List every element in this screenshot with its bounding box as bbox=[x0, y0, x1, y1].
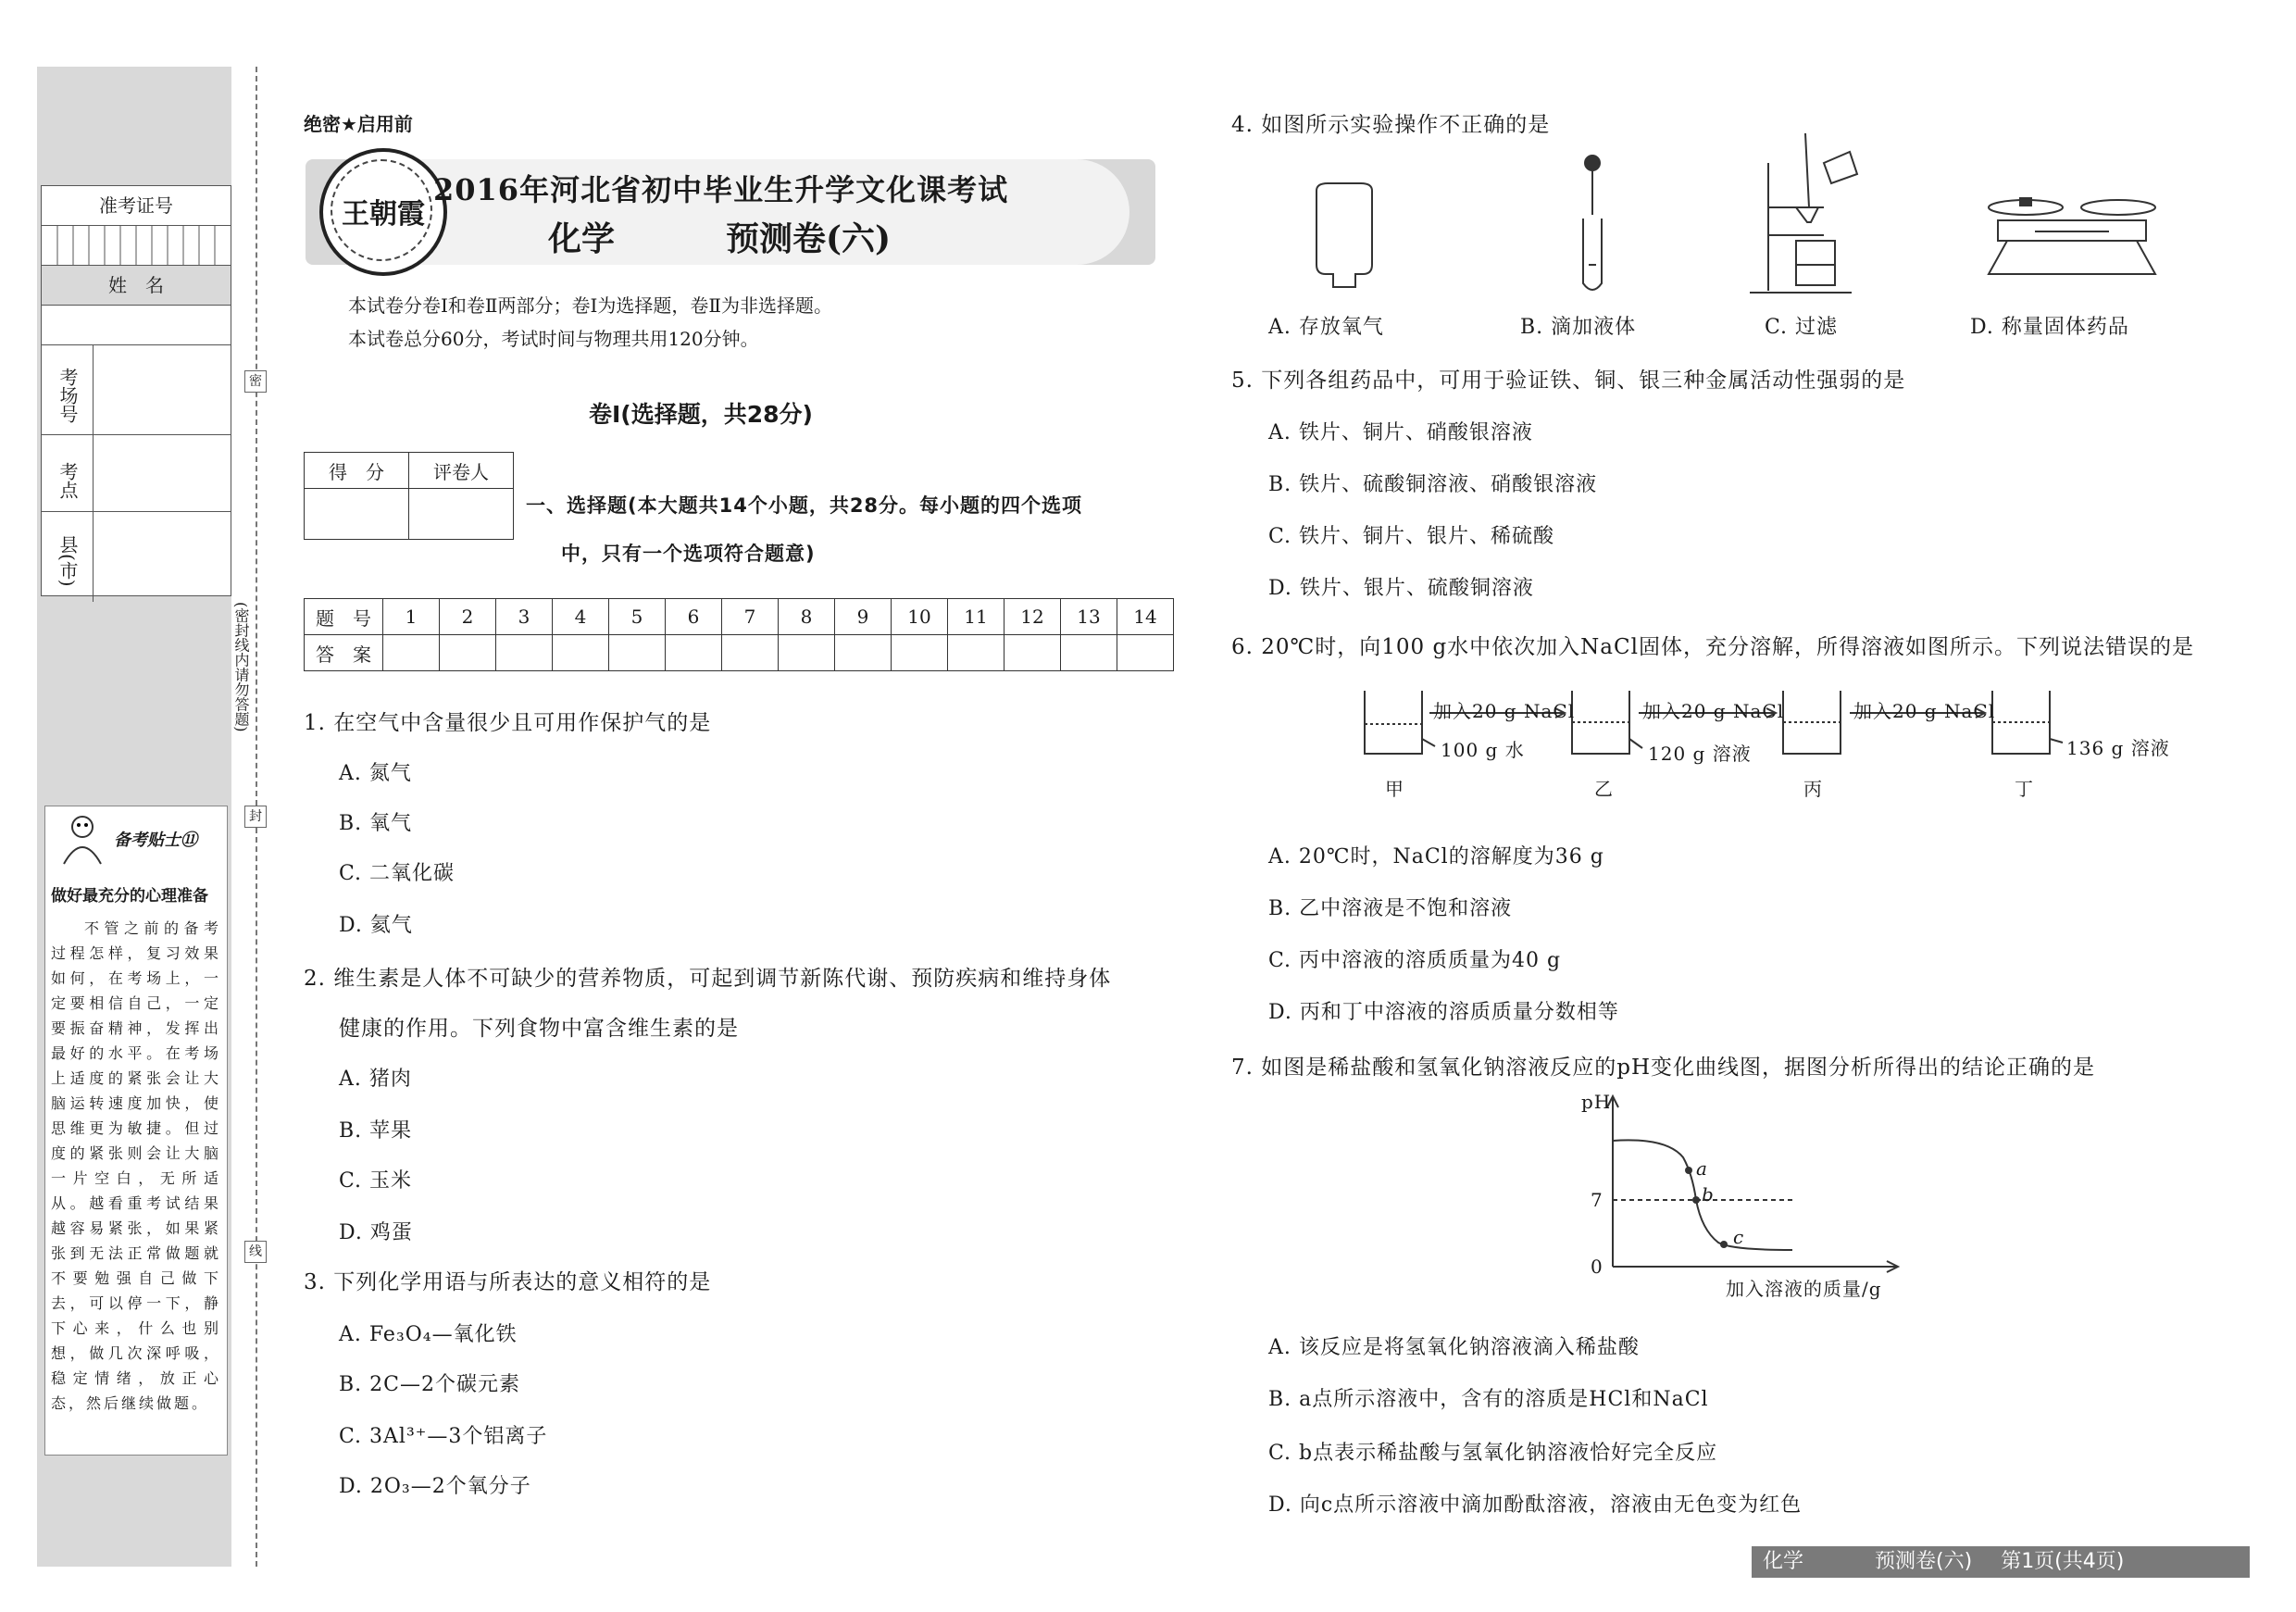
answer-cell[interactable] bbox=[383, 635, 440, 671]
q6-label-120: 120 g 溶液 bbox=[1648, 743, 1752, 765]
q3-option-c: C. 3Al³⁺—3个铝离子 bbox=[339, 1425, 548, 1448]
q4-figures-left bbox=[1305, 126, 1546, 404]
balance-figure bbox=[1979, 181, 2165, 283]
point-a bbox=[1685, 1167, 1692, 1174]
q7-point-b-label: b bbox=[1702, 1183, 1715, 1206]
tips-body: 不管之前的备考过程怎样，复习效果如何，在考场上，一定要相信自己，一定要振奋精神，发挥出最好的水平。在考场上适度的紧张会让大脑运转速度加快，使思维更为敏捷。但过度的紧张则会让大脑一片空白，无所适从。越看重考试结果越容易紧张，如果紧张到无法正常做题就不要勉强自己做下去，可以停一下，静下心来，什么也别想，做几次深呼吸，稳定情绪，放正心态，然后继续做题。 bbox=[51, 919, 221, 1412]
intro-line-2: 本试卷总分60分，考试时间与物理共用120分钟。 bbox=[348, 328, 759, 350]
q6-add-label-2: 加入20 g NaCl bbox=[1642, 700, 1785, 722]
dropper-figure bbox=[1555, 126, 1629, 302]
question-no-5: 5 bbox=[609, 599, 666, 635]
q6-beaker-jia: 甲 bbox=[1385, 778, 1404, 800]
answer-cell[interactable] bbox=[948, 635, 1004, 671]
question-no-8: 8 bbox=[779, 599, 835, 635]
answer-cell[interactable] bbox=[1061, 635, 1117, 671]
q6-beaker-bing: 丙 bbox=[1803, 778, 1823, 800]
answer-cell[interactable] bbox=[553, 635, 609, 671]
q2-option-c: C. 玉米 bbox=[339, 1169, 413, 1193]
q3-option-b: B. 2C—2个碳元素 bbox=[339, 1373, 520, 1396]
section-instruction-2: 中，只有一个选项符合题意) bbox=[561, 543, 816, 565]
q3-option-a: A. Fe₃O₄—氧化铁 bbox=[339, 1323, 518, 1346]
exam-title: 2016年河北省初中毕业生升学文化课考试 bbox=[433, 172, 1009, 207]
score-label: 得 分 bbox=[305, 453, 409, 489]
q4-option-a: A. 存放氧气 bbox=[1268, 316, 1384, 339]
footer-paper: 预测卷(六) bbox=[1875, 1550, 1973, 1573]
paper-title: 预测卷(六) bbox=[726, 219, 892, 258]
score-box bbox=[304, 452, 514, 540]
point-b bbox=[1692, 1196, 1700, 1204]
q2-stem-2: 健康的作用。下列食物中富含维生素的是 bbox=[339, 1017, 739, 1041]
candidate-info-card bbox=[41, 185, 231, 596]
question-no-11: 11 bbox=[948, 599, 1004, 635]
q6-add-label-1: 加入20 g NaCl bbox=[1433, 700, 1576, 722]
exam-site-row[interactable] bbox=[42, 435, 231, 512]
grader-field[interactable] bbox=[409, 489, 514, 540]
score-field[interactable] bbox=[305, 489, 409, 540]
answer-cell[interactable] bbox=[779, 635, 835, 671]
seal-mi: 密 bbox=[244, 370, 267, 393]
q2-option-b: B. 苹果 bbox=[339, 1119, 413, 1143]
footer-page: 第1页(共4页) bbox=[2001, 1550, 2125, 1573]
question-no-10: 10 bbox=[892, 599, 948, 635]
question-no-7: 7 bbox=[722, 599, 779, 635]
q7-option-a: A. 该反应是将氢氧化钠溶液滴入稀盐酸 bbox=[1268, 1336, 1640, 1359]
answer-table-answer-row bbox=[305, 635, 1174, 671]
answer-table bbox=[304, 598, 1174, 671]
q6-option-b: B. 乙中溶液是不饱和溶液 bbox=[1268, 897, 1513, 920]
q7-point-a-label: a bbox=[1696, 1157, 1708, 1180]
q5-option-a: A. 铁片、铜片、硝酸银溶液 bbox=[1268, 421, 1533, 444]
footer-subject: 化学 bbox=[1763, 1550, 1804, 1573]
q4-stem: 4. 如图所示实验操作不正确的是 bbox=[1231, 113, 1551, 137]
intro-line-1: 本试卷分卷Ⅰ和卷Ⅱ两部分；卷Ⅰ为选择题，卷Ⅱ为非选择题。 bbox=[348, 294, 832, 317]
county-label: 县(市) bbox=[42, 512, 94, 602]
answer-table-header-row bbox=[305, 599, 1174, 635]
q7-x-label: 加入溶液的质量/g bbox=[1726, 1278, 1882, 1300]
tips-title: 做好最充分的心理准备 bbox=[51, 887, 208, 906]
q4-option-c: C. 过滤 bbox=[1765, 316, 1839, 339]
section-title: 卷Ⅰ(选择题，共28分) bbox=[589, 401, 813, 428]
question-no-label: 题 号 bbox=[305, 599, 383, 635]
q5-option-c: C. 铁片、铜片、银片、稀硫酸 bbox=[1268, 525, 1555, 548]
answer-cell[interactable] bbox=[1117, 635, 1174, 671]
answer-cell[interactable] bbox=[722, 635, 779, 671]
q7-tick-7: 7 bbox=[1591, 1189, 1603, 1211]
q6-label-water: 100 g 水 bbox=[1441, 739, 1525, 761]
q7-stem: 7. 如图是稀盐酸和氢氧化钠溶液反应的pH变化曲线图，据图分析所得出的结论正确的是 bbox=[1231, 1056, 2096, 1080]
question-no-2: 2 bbox=[440, 599, 496, 635]
question-no-6: 6 bbox=[666, 599, 722, 635]
answer-cell[interactable] bbox=[892, 635, 948, 671]
q6-option-a: A. 20℃时，NaCl的溶解度为36 g bbox=[1268, 845, 1604, 868]
answer-label: 答 案 bbox=[305, 635, 383, 671]
grader-label: 评卷人 bbox=[409, 453, 514, 489]
exam-room-label: 考场号 bbox=[42, 345, 94, 440]
q7-ph-graph bbox=[1574, 1091, 1907, 1276]
exam-no-boxes[interactable] bbox=[42, 226, 231, 266]
q1-stem: 1. 在空气中含量很少且可用作保护气的是 bbox=[304, 711, 712, 735]
answer-cell[interactable] bbox=[496, 635, 553, 671]
section-instruction-1: 一、选择题(本大题共14个小题，共28分。每小题的四个选项 bbox=[526, 494, 1083, 517]
exam-room-row[interactable] bbox=[42, 345, 231, 435]
seal-xian: 线 bbox=[244, 1241, 267, 1263]
tips-box bbox=[44, 806, 228, 1456]
q6-add-label-3: 加入20 g NaCl bbox=[1853, 700, 1996, 722]
q6-option-c: C. 丙中溶液的溶质质量为40 g bbox=[1268, 949, 1562, 972]
q7-option-d: D. 向c点所示溶液中滴加酚酞溶液，溶液由无色变为红色 bbox=[1268, 1493, 1803, 1517]
q7-y-label: pH bbox=[1581, 1091, 1612, 1113]
q4-option-d: D. 称量固体药品 bbox=[1970, 316, 2129, 339]
q6-option-d: D. 丙和丁中溶液的溶质质量分数相等 bbox=[1268, 1001, 1619, 1024]
exam-site-label: 考点 bbox=[42, 435, 94, 519]
point-c bbox=[1720, 1241, 1728, 1248]
question-no-12: 12 bbox=[1004, 599, 1061, 635]
q2-option-d: D. 鸡蛋 bbox=[339, 1221, 413, 1244]
seal-feng: 封 bbox=[244, 806, 267, 828]
question-no-13: 13 bbox=[1061, 599, 1117, 635]
name-label: 姓 名 bbox=[42, 266, 231, 306]
answer-cell[interactable] bbox=[609, 635, 666, 671]
answer-cell[interactable] bbox=[1004, 635, 1061, 671]
exam-no-grid bbox=[42, 226, 231, 265]
q7-point-c-label: c bbox=[1733, 1226, 1745, 1248]
q7-option-c: C. b点表示稀盐酸与氢氧化钠溶液恰好完全反应 bbox=[1268, 1442, 1718, 1465]
page-footer bbox=[1752, 1546, 2250, 1578]
question-no-14: 14 bbox=[1117, 599, 1174, 635]
q6-beaker-yi: 乙 bbox=[1594, 778, 1614, 800]
q5-option-b: B. 铁片、硫酸铜溶液、硝酸银溶液 bbox=[1268, 473, 1598, 496]
q1-option-c: C. 二氧化碳 bbox=[339, 862, 455, 885]
q6-label-136: 136 g 溶液 bbox=[2066, 737, 2170, 759]
answer-cell[interactable] bbox=[835, 635, 892, 671]
tips-badge: 备考贴士⑪ bbox=[114, 831, 197, 850]
q3-option-d: D. 2O₃—2个氧分子 bbox=[339, 1475, 531, 1498]
q5-stem: 5. 下列各组药品中，可用于验证铁、铜、银三种金属活动性强弱的是 bbox=[1231, 369, 1906, 393]
gas-bottle-icon bbox=[1316, 183, 1372, 287]
q7-origin: 0 bbox=[1591, 1256, 1603, 1278]
question-no-9: 9 bbox=[835, 599, 892, 635]
q4-option-b: B. 滴加液体 bbox=[1520, 316, 1637, 339]
q5-option-d: D. 铁片、银片、硫酸铜溶液 bbox=[1268, 577, 1534, 600]
secret-label: 绝密★启用前 bbox=[304, 113, 413, 135]
question-no-4: 4 bbox=[553, 599, 609, 635]
exam-no-label: 准考证号 bbox=[42, 186, 231, 226]
subject-title: 化学 bbox=[548, 219, 616, 258]
question-no-3: 3 bbox=[496, 599, 553, 635]
name-field[interactable] bbox=[42, 306, 231, 345]
question-no-1: 1 bbox=[383, 599, 440, 635]
q3-stem: 3. 下列化学用语与所表达的意义相符的是 bbox=[304, 1270, 712, 1294]
q2-option-a: A. 猪肉 bbox=[339, 1068, 412, 1091]
filter-figure bbox=[1741, 126, 1879, 302]
seal-note: (密封线内请勿答题) bbox=[232, 602, 250, 732]
q1-option-a: A. 氮气 bbox=[339, 762, 412, 785]
q2-stem-1: 2. 维生素是人体不可缺少的营养物质，可起到调节新陈代谢、预防疾病和维持身体 bbox=[304, 967, 1112, 991]
county-row[interactable] bbox=[42, 512, 231, 594]
answer-cell[interactable] bbox=[440, 635, 496, 671]
answer-cell[interactable] bbox=[666, 635, 722, 671]
q6-stem: 6. 20℃时，向100 g水中依次加入NaCl固体，充分溶解，所得溶液如图所示。下列说法错误的是 bbox=[1231, 635, 2194, 659]
mascot-icon bbox=[55, 810, 110, 866]
q6-beaker-ding: 丁 bbox=[2015, 778, 2034, 800]
logo-seal bbox=[319, 148, 447, 276]
q7-option-b: B. a点所示溶液中，含有的溶质是HCl和NaCl bbox=[1268, 1388, 1709, 1411]
logo-text: 王朝霞 bbox=[342, 198, 425, 231]
q1-option-b: B. 氧气 bbox=[339, 812, 413, 835]
q1-option-d: D. 氦气 bbox=[339, 914, 413, 937]
